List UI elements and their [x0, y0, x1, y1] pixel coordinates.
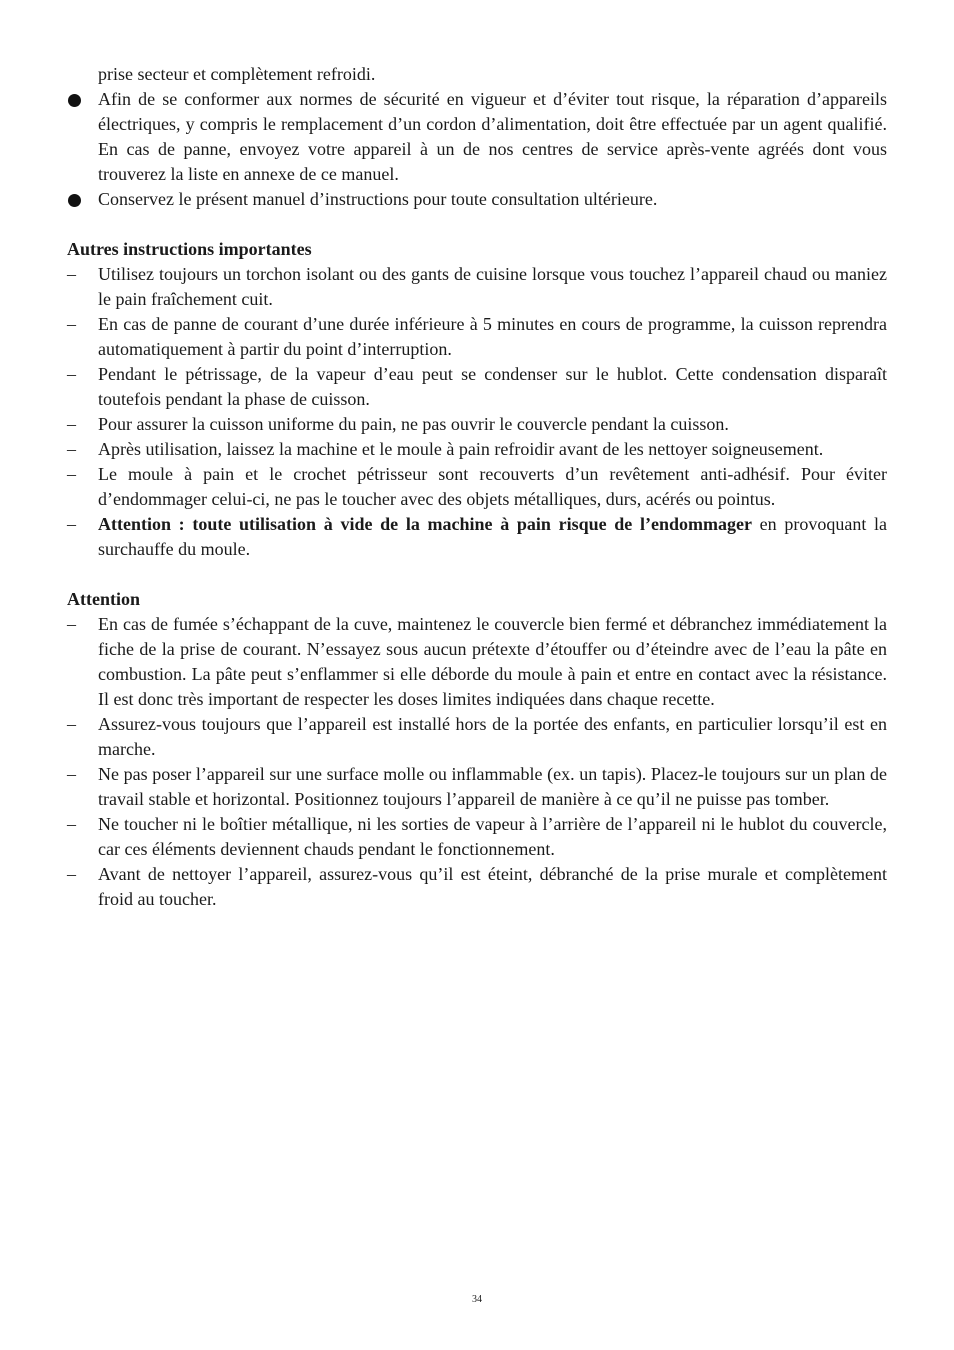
bullet-icon: [68, 94, 81, 107]
list-item-text: Utilisez toujours un torchon isolant ou des gants de cuisine lorsque vous touchez l’appareil chaud ou maniez le pain fraîchement cuit.: [98, 264, 887, 309]
dash-marker: –: [67, 264, 76, 284]
page-number: 34: [472, 1294, 482, 1305]
dash-list-item: [67, 862, 887, 912]
dash-list-item: [67, 437, 887, 462]
dash-list-item: [67, 612, 887, 712]
list-item-text: Après utilisation, laissez la machine et le moule à pain refroidir avant de les nettoyer soigneusement.: [98, 439, 824, 459]
dash-marker: –: [67, 414, 76, 434]
dash-list-item: [67, 712, 887, 762]
dash-marker: –: [67, 364, 76, 384]
dash-list-item: [67, 762, 887, 812]
dash-marker: –: [67, 464, 76, 484]
dash-marker: –: [67, 614, 76, 634]
list-item-text: Avant de nettoyer l’appareil, assurez-vous qu’il est éteint, débranché de la prise murale et complètement froid au toucher.: [98, 864, 887, 909]
dash-marker: –: [67, 714, 76, 734]
document-page: [67, 62, 887, 912]
warning-bold-text: Attention : toute utilisation à vide de la machine à pain risque de l’endommager: [98, 514, 752, 534]
dash-list-item: [67, 412, 887, 437]
list-item-text: Ne pas poser l’appareil sur une surface molle ou inflammable (ex. un tapis). Placez-le toujours sur un plan de travail stable et horizontal. Positionnez toujours l’appareil de manière à ce qu’il ne puisse pas tomber.: [98, 764, 887, 809]
list-item-text: En cas de panne de courant d’une durée inférieure à 5 minutes en cours de programme, la cuisson reprendra automatiquement à partir du point d’interruption.: [98, 314, 887, 359]
bullet-text: Afin de se conformer aux normes de sécurité en vigueur et d’éviter tout risque, la réparation d’appareils électriques, y compris le remplacement d’un cordon d’alimentation, doit être effectuée par un agent qualifié. En cas de panne, envoyez votre appareil à un de nos centres de service après-vente agréés dont vous trouverez la liste en annexe de ce manuel.: [98, 89, 887, 184]
bullet-item: [67, 187, 887, 212]
dash-list-item: [67, 362, 887, 412]
bullet-icon: [68, 194, 81, 207]
dash-list-item: [67, 312, 887, 362]
bullet-text: Conservez le présent manuel d’instructions pour toute consultation ultérieure.: [98, 189, 658, 209]
intro-continuation-text: prise secteur et complètement refroidi.: [98, 64, 376, 84]
intro-continuation: [67, 62, 887, 87]
dash-list-item: [67, 262, 887, 312]
dash-list-item: [67, 462, 887, 512]
dash-list-item: [67, 812, 887, 862]
section-heading-attention: Attention: [67, 589, 140, 609]
dash-marker: –: [67, 764, 76, 784]
dash-marker: –: [67, 514, 76, 534]
dash-list-item-warning: [67, 512, 887, 562]
list-item-text: Ne toucher ni le boîtier métallique, ni les sorties de vapeur à l’arrière de l’appareil ni le hublot du couvercle, car ces éléments deviennent chauds pendant le fonctionnement.: [98, 814, 887, 859]
list-item-text: Pour assurer la cuisson uniforme du pain, ne pas ouvrir le couvercle pendant la cuisson.: [98, 414, 729, 434]
section-heading-autres-instructions: Autres instructions importantes: [67, 239, 312, 259]
dash-marker: –: [67, 864, 76, 884]
list-item-text: Assurez-vous toujours que l’appareil est installé hors de la portée des enfants, en particulier lorsqu’il est en marche.: [98, 714, 887, 759]
list-item-text: En cas de fumée s’échappant de la cuve, maintenez le couvercle bien fermé et débranchez immédiatement la fiche de la prise de courant. N’essayez sous aucun prétexte d’étouffer ou d’éteindre avec de l’eau la pâte en combustion. La pâte peut s’enflammer si elle déborde du moule à pain et entre en contact avec la résistance. Il est donc très important de respecter les doses limites indiquées dans chaque recette.: [98, 614, 887, 709]
dash-marker: –: [67, 439, 76, 459]
bullet-item: [67, 87, 887, 187]
list-item-text: Le moule à pain et le crochet pétrisseur sont recouverts d’un revêtement anti-adhésif. Pour éviter d’endommager celui-ci, ne pas le toucher avec des objets métalliques, durs, acérés ou pointus.: [98, 464, 887, 509]
list-item-text: Pendant le pétrissage, de la vapeur d’eau peut se condenser sur le hublot. Cette condensation disparaît toutefois pendant la phase de cuisson.: [98, 364, 887, 409]
dash-marker: –: [67, 314, 76, 334]
warning-rest-text: en provoquant la surchauffe du moule.: [98, 514, 888, 559]
dash-marker: –: [67, 814, 76, 834]
